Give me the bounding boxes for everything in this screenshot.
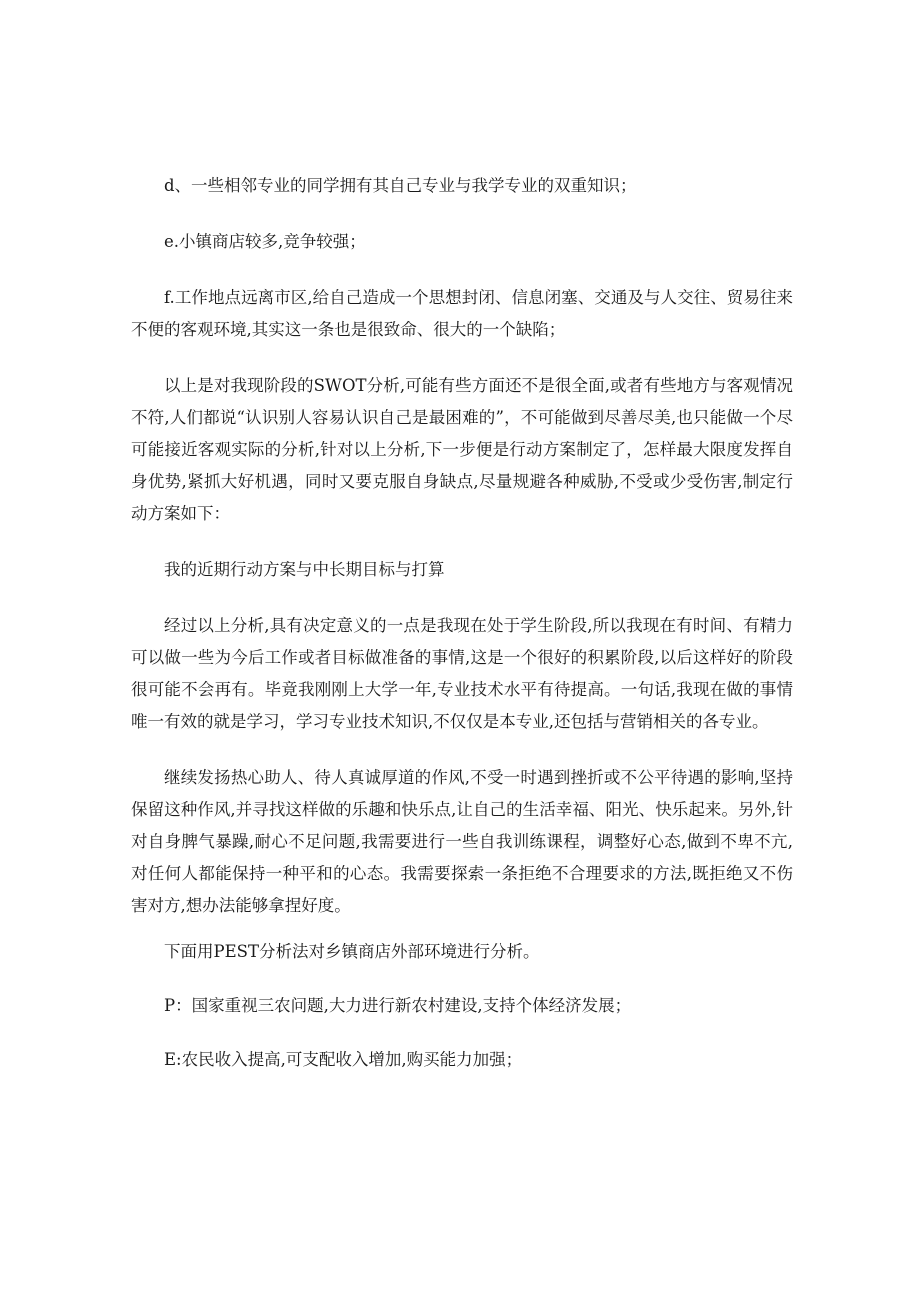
section-heading-action-plan: 我的近期行动方案与中长期目标与打算 (164, 560, 445, 579)
paragraph-pest-economic: E:农民收入提高,可支配收入增加,购买能力加强； (164, 1050, 523, 1069)
paragraph-pest-intro: 下面用PEST分析法对乡镇商店外部环境进行分析。 (164, 942, 540, 961)
paragraph-swot-summary: 以上是对我现阶段的SWOT分析,可能有些方面还不是很全面,或者有些地方与客观情况不符,人们都说“认识别人容易认识自己是最困难的”，不可能做到尽善尽美,也只能做一个尽可能接近客观实际的分析,针对以上分析,下一步便是行动方案制定了，怎样最大限度发挥自身优势,紧抓大好机遇，同时又要克服自身缺点,尽量规避各种威胁,不受或少受伤害,制定行动方案如下： (131, 376, 793, 523)
paragraph-character-plan: 继续发扬热心助人、待人真诚厚道的作风,不受一时遇到挫折或不公平待遇的影响,坚持保留这种作风,并寻找这样做的乐趣和快乐点,让自己的生活幸福、阳光、快乐起来。另外,针对自身脾气暴躁,耐心不足问题,我需要进行一些自我训练课程，调整好心态,做到不卑不亢,对任何人都能保持一种平和的心态。我需要探索一条拒绝不合理要求的方法,既拒绝又不伤害对方,想办法能够拿捏好度。 (131, 768, 793, 915)
paragraph-f-location: f.工作地点远离市区,给自己造成一个思想封闭、信息闭塞、交通及与人交往、贸易往来不便的客观环境,其实这一条也是很致命、很大的一个缺陷； (131, 288, 793, 339)
document-body (131, 170, 793, 1076)
paragraph-d-neighbor-majors: d、一些相邻专业的同学拥有其自己专业与我学专业的双重知识； (164, 176, 637, 195)
paragraph-pest-political: P：国家重视三农问题,大力进行新农村建设,支持个体经济发展； (164, 996, 632, 1015)
paragraph-analysis-study: 经过以上分析,具有决定意义的一点是我现在处于学生阶段,所以我现在有时间、有精力可以做一些为今后工作或者目标做准备的事情,这是一个很好的积累阶段,以后这样好的阶段很可能不会再有。毕竟我刚刚上大学一年,专业技术水平有待提高。一句话,我现在做的事情唯一有效的就是学习，学习专业技术知识,不仅仅是本专业,还包括与营销相关的各专业。 (131, 616, 793, 731)
paragraph-e-competition: e.小镇商店较多,竞争较强； (164, 232, 366, 251)
